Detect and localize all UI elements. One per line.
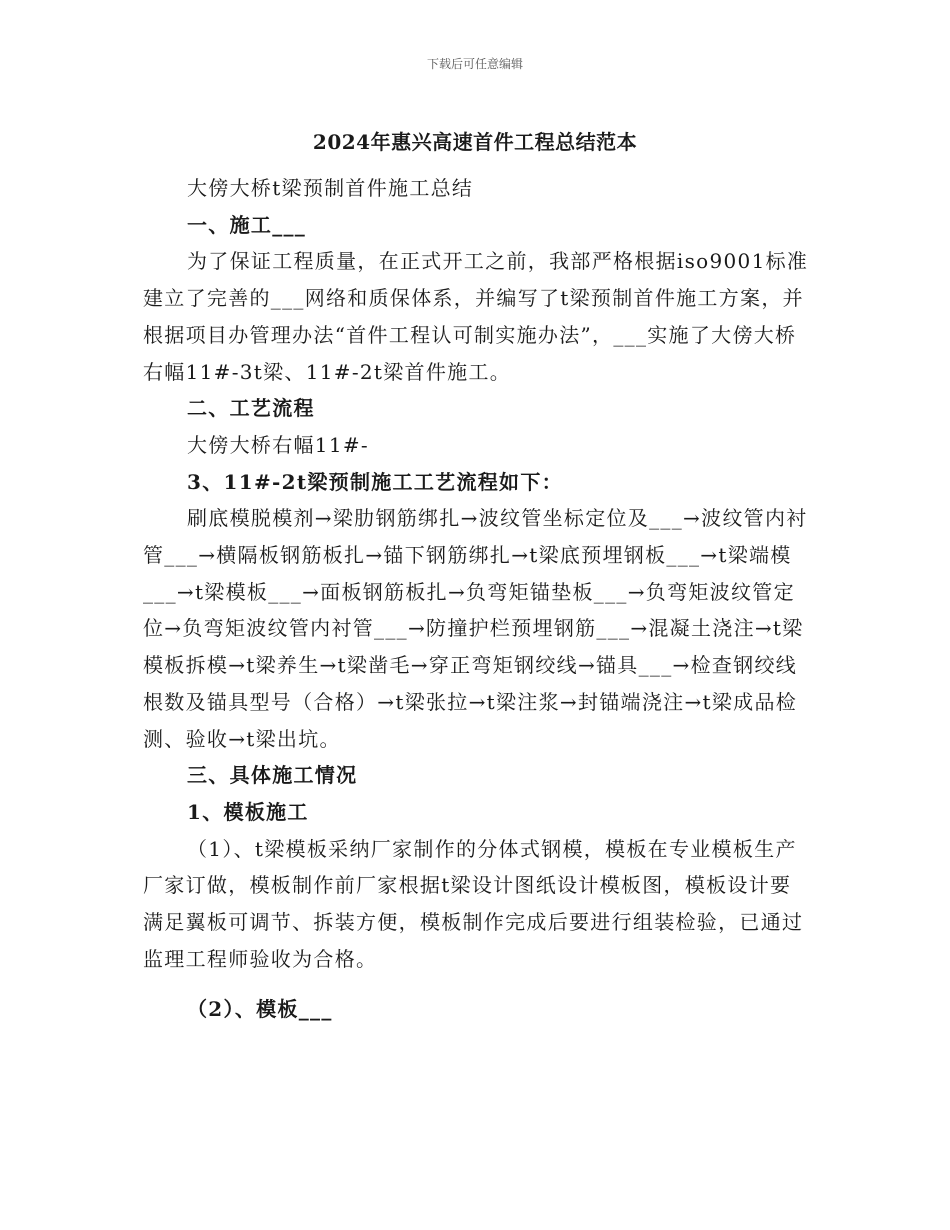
subheading-process-flow: 3、11#-2t梁预制施工工艺流程如下： bbox=[187, 469, 563, 494]
subheading-formwork: 1、模板施工 bbox=[187, 799, 309, 824]
body-paragraph-bridge: 大傍大桥右幅11#- bbox=[187, 432, 369, 457]
subheading-formwork-2: （2）、模板___ bbox=[187, 997, 333, 1022]
subtitle-paragraph: 大傍大桥t梁预制首件施工总结 bbox=[187, 176, 474, 200]
body-paragraph-process-flow: 刷底模脱模剂→梁肋钢筋绑扎→波纹管坐标定位及___→波纹管内衬管___→横隔板钢筋板扎→锚下钢筋绑扎→t梁底预埋钢板___→t梁端模___→t梁模板___→面板钢筋板扎→负弯矩锚垫板___→负弯矩波纹管定位→负弯矩波纹管内衬管___→防撞护栏预埋钢筋___→混凝土浇注→t梁模板拆模→t梁养生→t梁凿毛→穿正弯矩钢绞线→锚具___→检查钢绞线根数及锚具型号（合格）→t梁张拉→t梁注浆→封锚端浇注→t梁成品检测、验收→t梁出坑。 bbox=[143, 506, 808, 751]
document-body bbox=[143, 170, 811, 1028]
header-note: 下载后可任意编辑 bbox=[426, 57, 523, 71]
document-title: 2024年惠兴高速首件工程总结范本 bbox=[312, 130, 638, 154]
body-paragraph-formwork: （1）、t梁模板采纳厂家制作的分体式钢模，模板在专业模板生产厂家订做，模板制作前厂家根据t梁设计图纸设计模板图，模板设计要满足翼板可调节、拆装方便，模板制作完成后要进行组装检验，已通过监理工程师验收为合格。 bbox=[143, 836, 804, 971]
section-heading-process: 二、工艺流程 bbox=[187, 396, 315, 421]
section-heading-construction: 一、施工___ bbox=[187, 212, 307, 237]
section-heading-details: 三、具体施工情况 bbox=[187, 763, 358, 788]
body-paragraph-quality: 为了保证工程质量，在正式开工之前，我部严格根据iso9001标准建立了完善的___网络和质保体系，并编写了t梁预制首件施工方案，并根据项目办管理办法“首件工程认可制实施办法”，___实施了大傍大桥右幅11#-3t梁、11#-2t梁首件施工。 bbox=[143, 249, 809, 384]
